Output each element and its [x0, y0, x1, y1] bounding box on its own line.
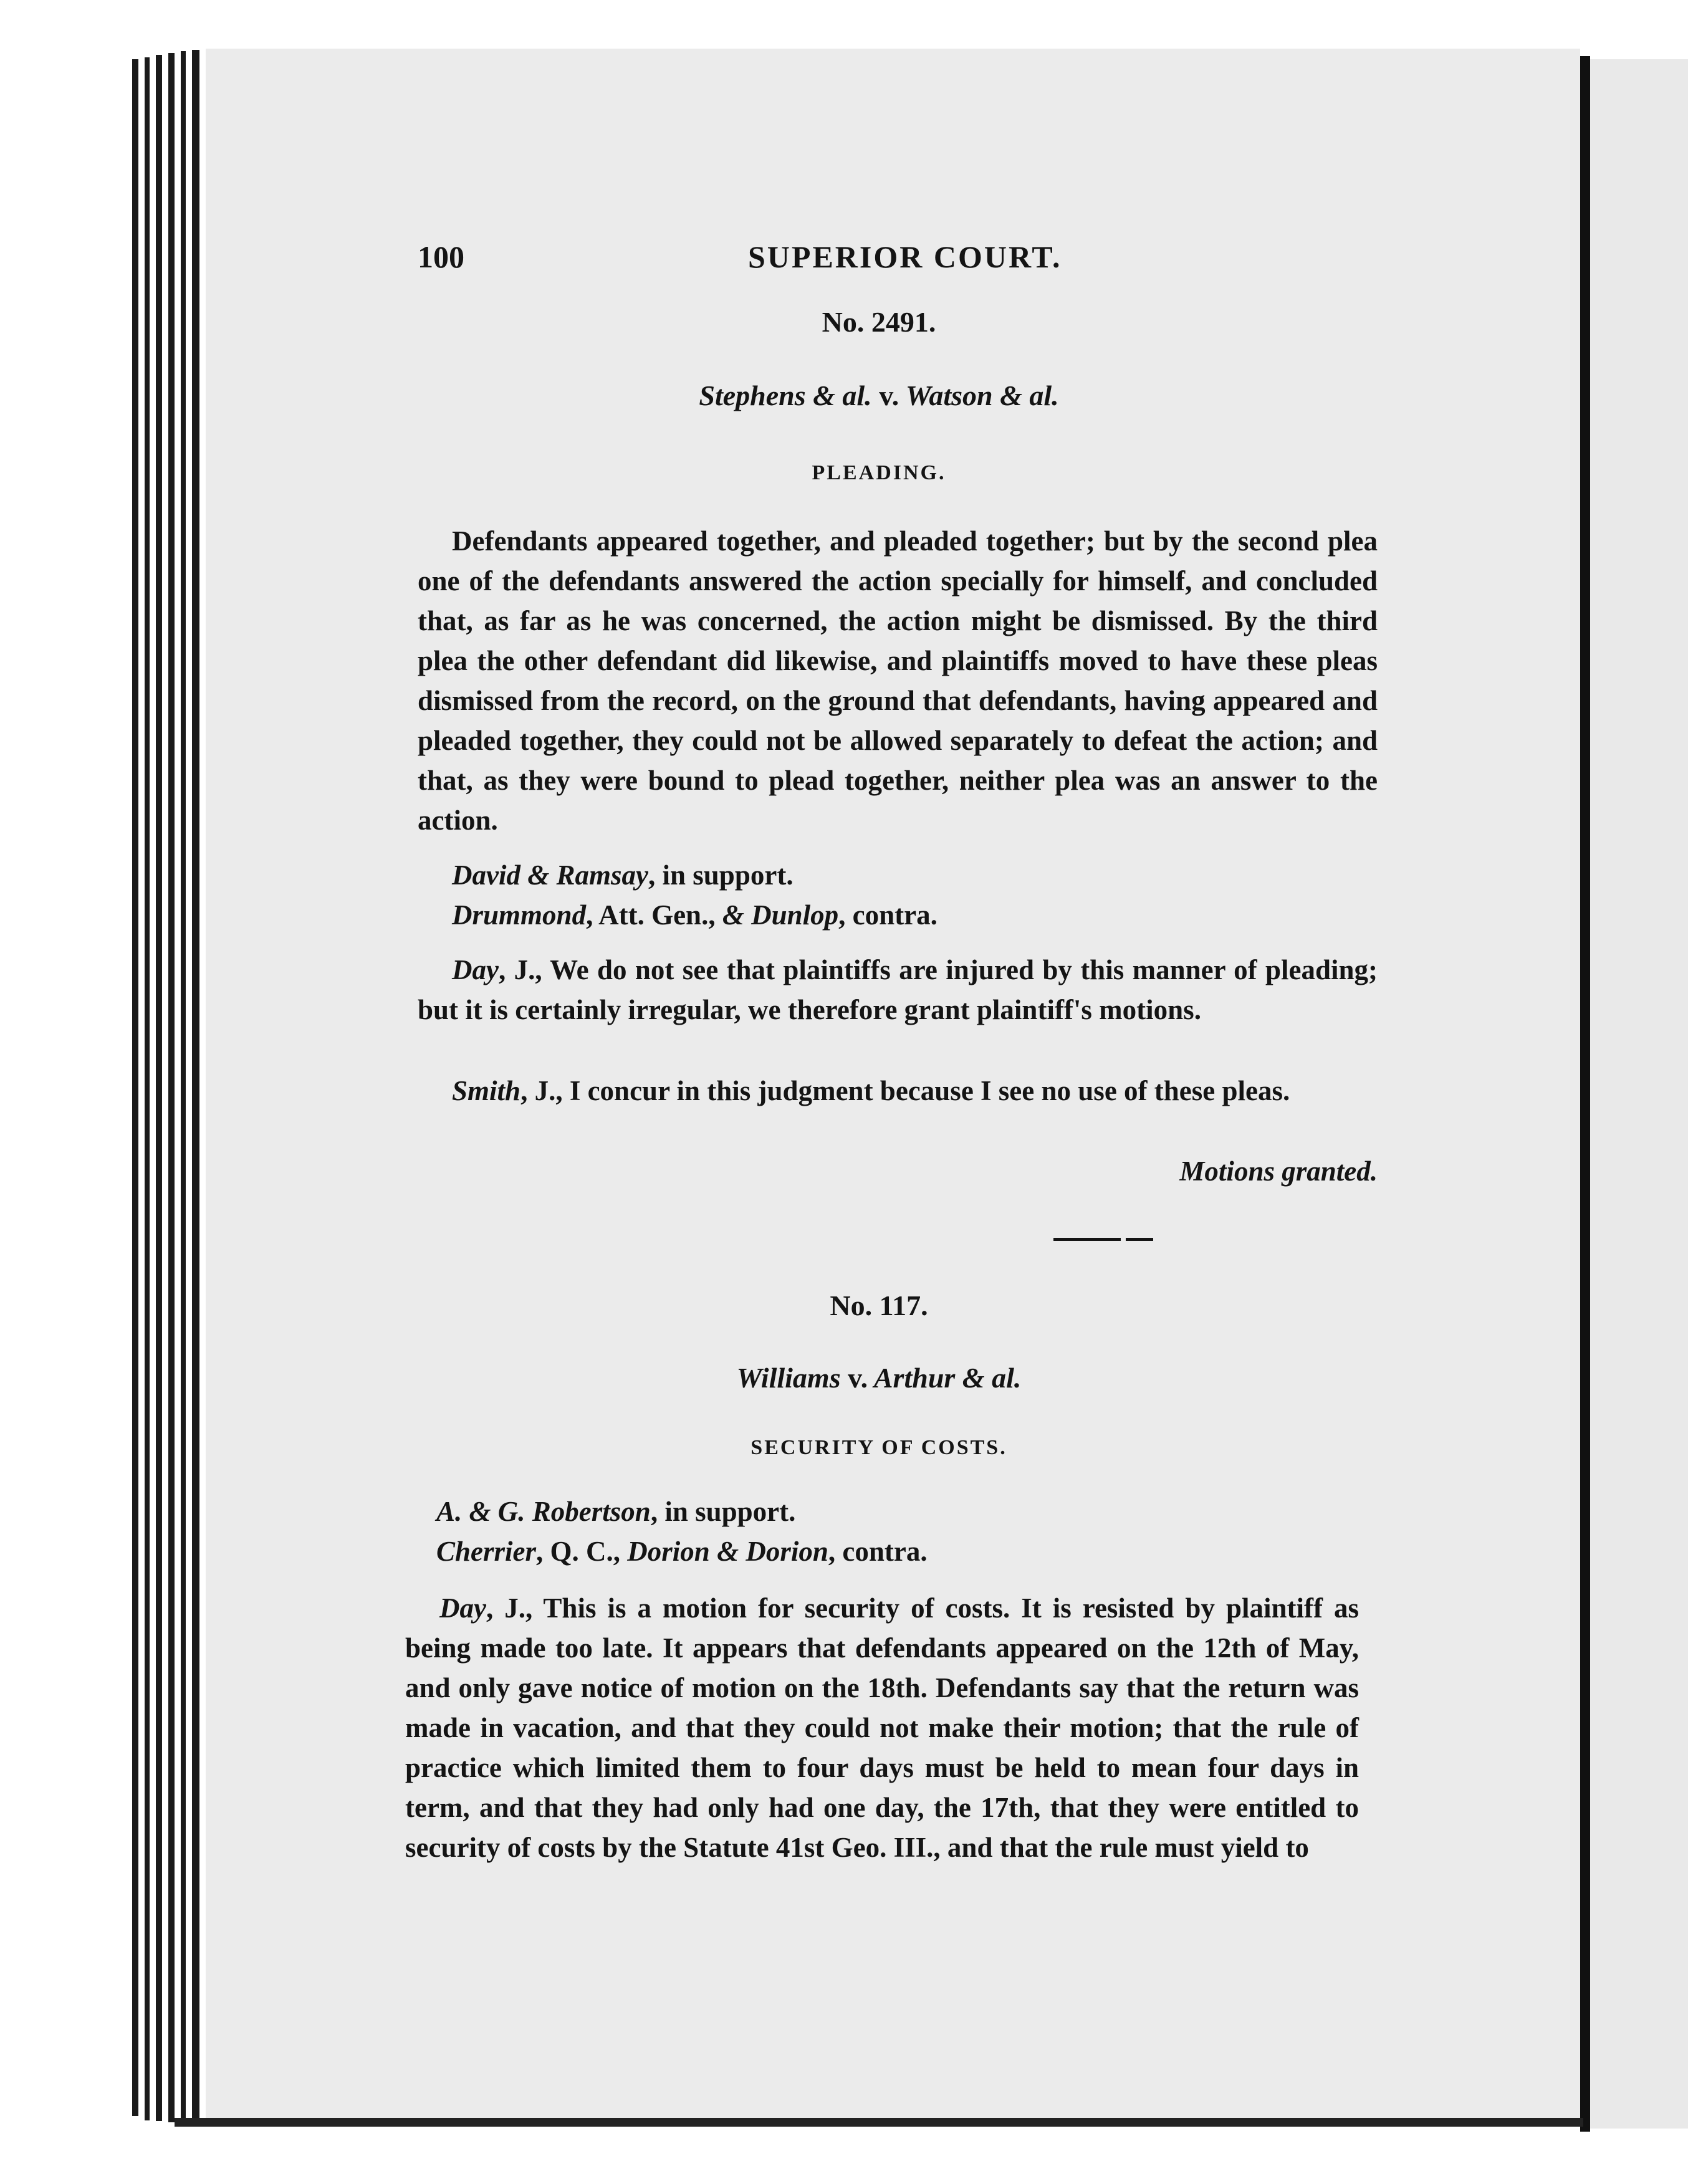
counsel-role: , in support. [648, 860, 794, 891]
case-facts: Defendants appeared together, and pleaded together; but by the second plea one of the defendants answered the action specially for himself, and concluded that, as far as he was concerned, the action might be dismissed. By the third plea the other defendant did likewise, and plaintiffs moved to have these pleas dismissed from the record, on the ground that defendants, having appeared and pleaded together, they could not be allowed separately to defeat the action; and that, as they were bound to plead together, neither plea was an answer to the action. [418, 525, 1378, 836]
case-result: Motions granted. [1179, 1156, 1378, 1187]
plaintiff-name: Stephens & al. [699, 380, 872, 411]
versus: v. [879, 380, 899, 411]
counsel-role: , contra. [828, 1536, 928, 1567]
judge-opinion [405, 1588, 1359, 1867]
section-divider [1053, 1238, 1153, 1241]
counsel-name: & Dunlop [722, 899, 839, 931]
page-edge [156, 55, 162, 2121]
defendant-name: Watson & al. [905, 380, 1059, 411]
counsel-name: Cherrier [436, 1536, 537, 1567]
opinion-text: , J., We do not see that plaintiffs are injured by this manner of pleading; but it is certainly irregular, we therefore grant plaintiff's motions. [418, 954, 1378, 1025]
page-number: 100 [418, 239, 464, 274]
opinion-text: , J., This is a motion for security of costs. It is resisted by plaintiff as being made too late. It appears that defendants appeared on the 12th of May, and only gave notice of motion on the 18th. Defendants say that the return was made in vacation, and that they could not make their motion; that the rule of practice which limited them to four days must be held to mean four days in term, and that they had only had one day, the 17th, that they were entitled to security of costs by the Statute 41st Geo. III., and that the rule must yield to [405, 1593, 1359, 1863]
page-edge [168, 53, 175, 2122]
case-subject: SECURITY OF COSTS. [750, 1436, 1007, 1459]
counsel-contra [452, 895, 938, 935]
page-header [418, 239, 1290, 289]
case-subject: PLEADING. [812, 461, 946, 484]
judge-name: Smith [452, 1075, 521, 1106]
judge-opinion [418, 1071, 1378, 1111]
judge-opinion [418, 950, 1378, 1030]
counsel-name: David & Ramsay [452, 860, 648, 891]
opinion-text: , J., I concur in this judgment because I see no use of these pleas. [520, 1075, 1290, 1106]
facing-page-edge [1590, 59, 1688, 2129]
case-number: No. 2491. [822, 306, 936, 338]
counsel-name: Drummond [452, 899, 587, 931]
page-edge [192, 50, 199, 2122]
counsel-title: , Att. Gen., [586, 899, 722, 931]
counsel-role: , in support. [650, 1496, 796, 1527]
counsel-name: A. & G. Robertson [436, 1496, 651, 1527]
plaintiff-name: Williams [736, 1362, 841, 1394]
counsel-contra [436, 1531, 928, 1571]
defendant-name: Arthur & al. [873, 1362, 1022, 1394]
counsel-title: , Q. C., [536, 1536, 628, 1567]
gutter-shadow [1580, 56, 1590, 2132]
judge-name: Day [452, 954, 499, 985]
case-number: No. 117. [830, 1290, 928, 1321]
counsel-role: , contra. [838, 899, 938, 931]
page-edge [132, 59, 138, 2116]
case-title [418, 1361, 1340, 1394]
book-page [206, 49, 1580, 2123]
page-bottom-edge [175, 2118, 1583, 2127]
counsel-support [436, 1492, 795, 1531]
page-edge [181, 51, 186, 2122]
running-head: SUPERIOR COURT. [748, 239, 1062, 274]
judge-name: Day [439, 1593, 486, 1624]
counsel-name: Dorion & Dorion [627, 1536, 828, 1567]
counsel-support [452, 855, 794, 895]
versus: v. [848, 1362, 868, 1394]
page-edge [145, 57, 150, 2120]
case-title [418, 379, 1340, 412]
